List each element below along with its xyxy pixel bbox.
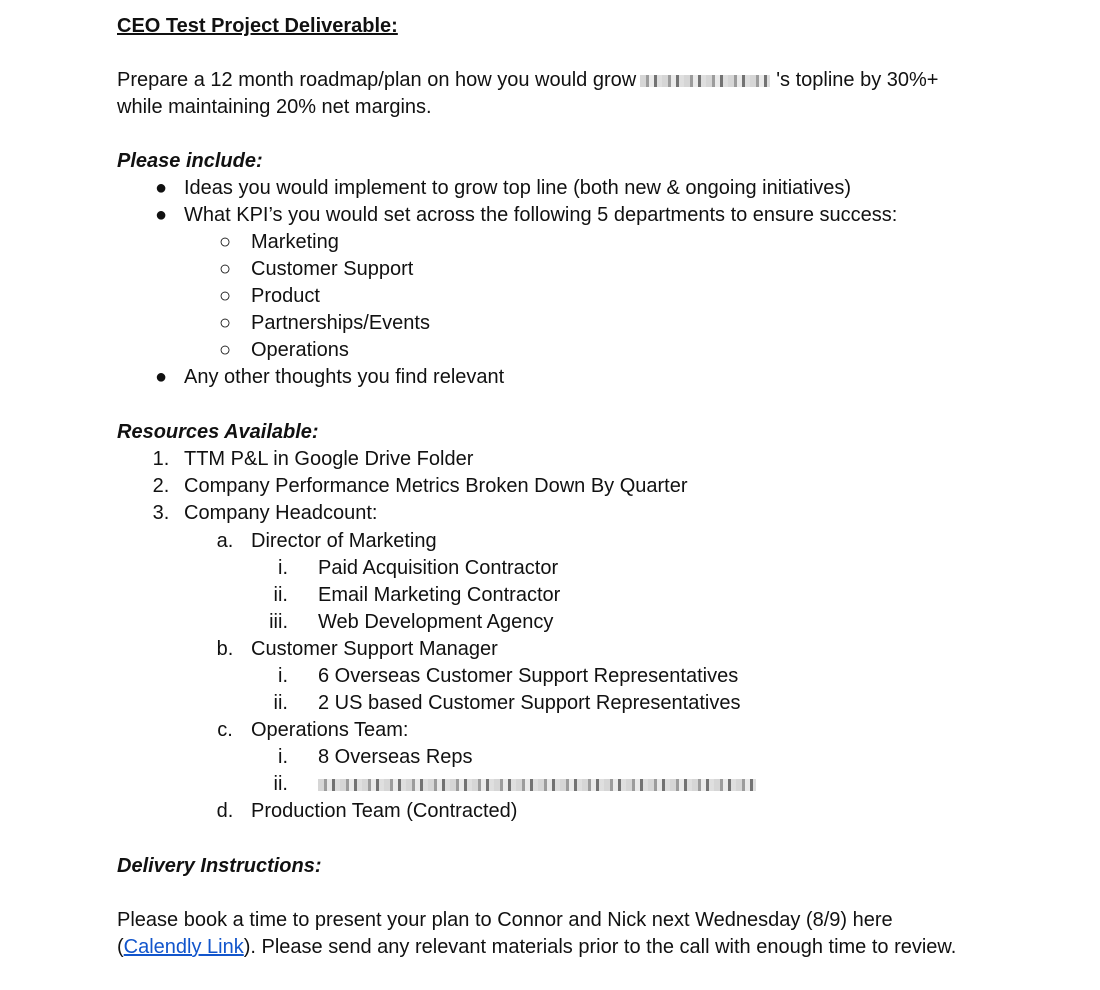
intro-line-2: while maintaining 20% net margins. — [117, 96, 432, 118]
open-paren: ( — [117, 936, 124, 958]
department-item: Marketing — [251, 231, 339, 253]
headcount-sub-item: 6 Overseas Customer Support Representatives — [318, 665, 739, 687]
list-letter: b. — [216, 638, 234, 660]
list-roman: iii. — [269, 611, 288, 633]
bullet-icon: ● — [154, 177, 168, 199]
headcount-item: Customer Support Manager — [251, 638, 498, 660]
delivery-line-2-text: ). Please send any relevant materials prior to the call with enough time to review. — [243, 936, 957, 958]
department-item: Customer Support — [251, 258, 414, 280]
intro-text-before: Prepare a 12 month roadmap/plan on how you would grow — [117, 69, 637, 91]
include-bullet-3: Any other thoughts you find relevant — [184, 366, 505, 388]
department-item: Operations — [251, 339, 349, 361]
resource-item: TTM P&L in Google Drive Folder — [184, 448, 474, 470]
sub-bullet-icon: ○ — [218, 339, 232, 361]
department-item: Partnerships/Events — [251, 312, 430, 334]
intro-text-after: 's topline by 30%+ — [776, 69, 939, 91]
headcount-sub-item: 2 US based Customer Support Representatives — [318, 692, 741, 714]
list-roman: i. — [278, 746, 288, 768]
document-title: CEO Test Project Deliverable: — [117, 15, 398, 37]
headcount-sub-item: Email Marketing Contractor — [318, 584, 561, 606]
bullet-icon: ● — [154, 366, 168, 388]
intro-line-1 — [117, 67, 938, 94]
headcount-sub-item-redacted — [318, 771, 756, 798]
bullet-icon: ● — [154, 204, 168, 226]
list-letter: d. — [216, 800, 234, 822]
list-number: 3. — [152, 502, 170, 524]
redacted-company-name — [640, 75, 770, 87]
headcount-item: Operations Team: — [251, 719, 409, 741]
list-number: 2. — [152, 475, 170, 497]
delivery-line-2 — [117, 934, 956, 961]
sub-bullet-icon: ○ — [218, 231, 232, 253]
delivery-heading: Delivery Instructions: — [117, 855, 322, 877]
include-bullet-2: What KPI’s you would set across the following 5 departments to ensure success: — [184, 204, 898, 226]
redacted-text — [318, 779, 756, 791]
list-roman: ii. — [273, 692, 288, 714]
include-heading: Please include: — [117, 150, 263, 172]
sub-bullet-icon: ○ — [218, 312, 232, 334]
calendly-link[interactable]: Calendly Link — [123, 936, 244, 958]
headcount-sub-item: Web Development Agency — [318, 611, 554, 633]
department-item: Product — [251, 285, 320, 307]
list-roman: i. — [278, 557, 288, 579]
list-roman: ii. — [273, 773, 288, 795]
resource-item: Company Headcount: — [184, 502, 378, 524]
list-number: 1. — [152, 448, 170, 470]
list-roman: ii. — [273, 584, 288, 606]
headcount-sub-item: Paid Acquisition Contractor — [318, 557, 559, 579]
headcount-item: Director of Marketing — [251, 530, 437, 552]
sub-bullet-icon: ○ — [218, 258, 232, 280]
list-roman: i. — [278, 665, 288, 687]
sub-bullet-icon: ○ — [218, 285, 232, 307]
delivery-line-1: Please book a time to present your plan to Connor and Nick next Wednesday (8/9) here — [117, 909, 893, 931]
headcount-item: Production Team (Contracted) — [251, 800, 518, 822]
list-letter: a. — [216, 530, 234, 552]
list-letter: c. — [217, 719, 233, 741]
headcount-sub-item: 8 Overseas Reps — [318, 746, 473, 768]
resource-item: Company Performance Metrics Broken Down By Quarter — [184, 475, 688, 497]
include-bullet-1: Ideas you would implement to grow top line (both new & ongoing initiatives) — [184, 177, 852, 199]
resources-heading: Resources Available: — [117, 421, 319, 443]
